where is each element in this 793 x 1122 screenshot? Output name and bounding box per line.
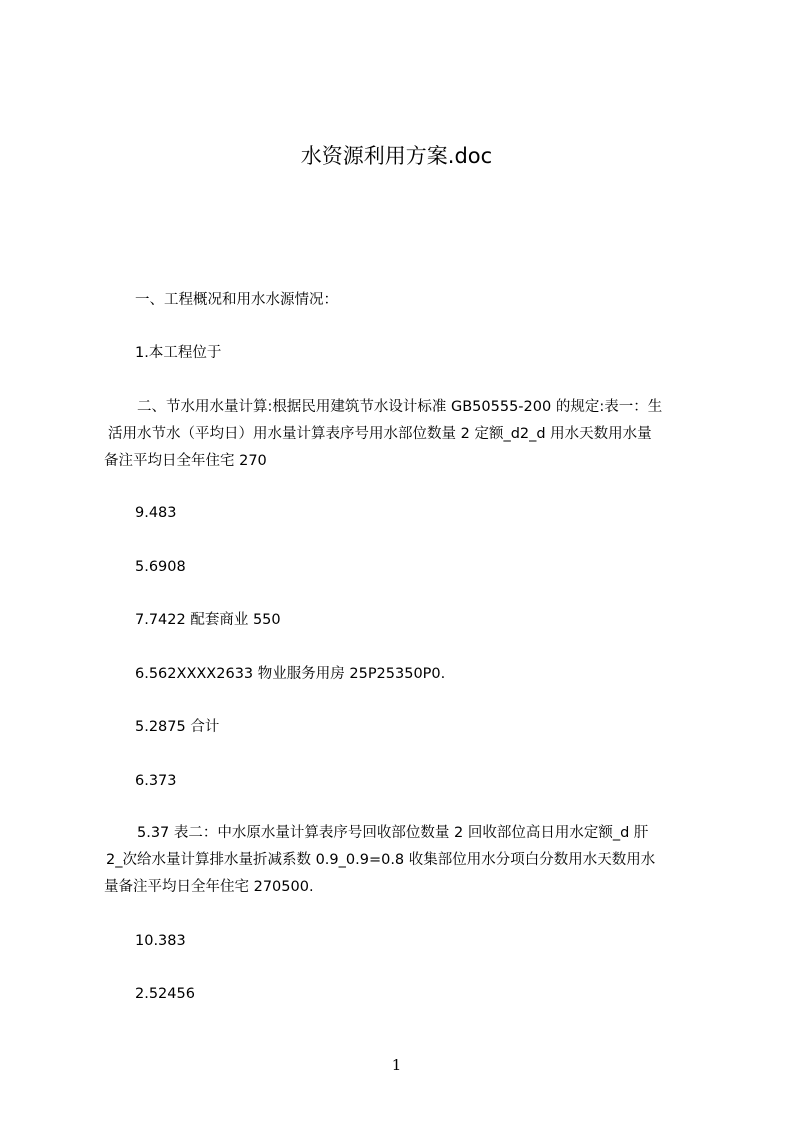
paragraph-value: 7.7422 配套商业 550 [135, 612, 281, 628]
section-heading-overview: 一、工程概况和用水水源情况： [135, 292, 338, 308]
paragraph-reclaimed-water [104, 820, 655, 901]
paragraph-value: 2.52456 [135, 986, 195, 1002]
paragraph-location: 1.本工程位于 [135, 345, 222, 361]
paragraph-line: 备注平均日全年住宅 270 [104, 453, 267, 469]
page-number: 1 [391, 1056, 402, 1074]
paragraph-value: 10.383 [135, 933, 186, 949]
paragraph-line: 活用水节水（平均日）用水量计算表序号用水部位数量 2 定额_d2_d 用水天数用水量 [108, 426, 652, 442]
document-title: 水资源利用方案.doc [300, 144, 493, 168]
paragraph-water-calculation [104, 394, 662, 475]
paragraph-line: 量备注平均日全年住宅 270500. [104, 879, 314, 895]
paragraph-line: 5.37 表二：中水原水量计算表序号回收部位数量 2 回收部位高日用水定额_d 肝 [137, 825, 649, 841]
paragraph-value: 9.483 [135, 505, 177, 521]
paragraph-line: 二、节水用水量计算:根据民用建筑节水设计标准 GB50555-200 的规定:表一：生 [137, 399, 663, 415]
paragraph-value: 6.562XXXX2633 物业服务用房 25P25350P0. [135, 666, 446, 682]
paragraph-value: 6.373 [135, 773, 177, 789]
paragraph-line: 2_次给水量计算排水量折减系数 0.9_0.9=0.8 收集部位用水分项白分数用水天数用水 [106, 852, 656, 868]
paragraph-value: 5.6908 [135, 559, 186, 575]
paragraph-value: 5.2875 合计 [135, 719, 220, 735]
